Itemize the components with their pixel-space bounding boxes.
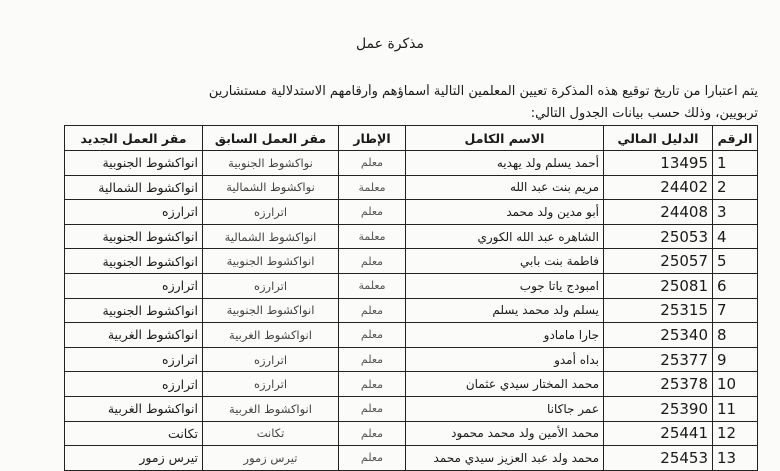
- cell-num: 2: [713, 175, 758, 200]
- table-row: [65, 273, 758, 298]
- cell-rank: معلم: [339, 249, 406, 274]
- table-row: [65, 396, 758, 421]
- cell-num: 12: [713, 421, 758, 446]
- cell-full-name: أبو مدين ولد محمد: [406, 200, 604, 225]
- cell-financial-id: 13495: [604, 151, 713, 176]
- cell-num: 3: [713, 200, 758, 225]
- table-row: [65, 151, 758, 176]
- cell-new-workplace: انواكشوط الجنوبية: [65, 298, 203, 323]
- cell-financial-id: 25340: [604, 323, 713, 348]
- cell-financial-id: 25378: [604, 372, 713, 397]
- cell-financial-id: 25057: [604, 249, 713, 274]
- table-row: [65, 224, 758, 249]
- cell-full-name: فاطمة بنت بابي: [406, 249, 604, 274]
- cell-rank: معلم: [339, 151, 406, 176]
- cell-new-workplace: انواكشوط الغربية: [65, 396, 203, 421]
- cell-financial-id: 25377: [604, 347, 713, 372]
- cell-num: 5: [713, 249, 758, 274]
- cell-financial-id: 25053: [604, 224, 713, 249]
- cell-financial-id: 25441: [604, 421, 713, 446]
- header-previous-workplace: مقر العمل السابق: [203, 126, 339, 151]
- cell-previous-workplace: انواكشوط الشمالية: [203, 224, 339, 249]
- table-row: [65, 200, 758, 225]
- cell-rank: معلم: [339, 421, 406, 446]
- cell-previous-workplace: اترارزه: [203, 200, 339, 225]
- cell-new-workplace: اترارزه: [65, 200, 203, 225]
- cell-rank: معلم: [339, 372, 406, 397]
- cell-full-name: محمد المختار سيدي عثمان: [406, 372, 604, 397]
- cell-full-name: امبودج ياتا جوب: [406, 273, 604, 298]
- cell-financial-id: 25453: [604, 446, 713, 471]
- cell-new-workplace: تيرس زمور: [65, 446, 203, 471]
- cell-rank: معلم: [339, 446, 406, 471]
- teachers-table: [64, 125, 758, 471]
- cell-financial-id: 25390: [604, 396, 713, 421]
- cell-new-workplace: انواكشوط الجنوبية: [65, 224, 203, 249]
- table-row: [65, 421, 758, 446]
- document-title: مذكرة عمل: [355, 36, 425, 52]
- cell-full-name: الشاهره عبد الله الكوري: [406, 224, 604, 249]
- intro-text-line-2: تربويين، وذلك حسب بيانات الجدول التالي:: [530, 106, 758, 121]
- cell-previous-workplace: نواكشوط الجنوبية: [203, 151, 339, 176]
- cell-previous-workplace: نواكشوط الشمالية: [203, 175, 339, 200]
- cell-num: 11: [713, 396, 758, 421]
- table-row: [65, 372, 758, 397]
- cell-full-name: عمر جاكانا: [406, 396, 604, 421]
- cell-num: 6: [713, 273, 758, 298]
- table-header-row: [65, 126, 758, 151]
- cell-previous-workplace: انواكشوط الغربية: [203, 396, 339, 421]
- cell-new-workplace: انواكشوط الجنوبية: [65, 249, 203, 274]
- cell-num: 8: [713, 323, 758, 348]
- table-row: [65, 323, 758, 348]
- cell-new-workplace: تكانت: [65, 421, 203, 446]
- cell-previous-workplace: انواكشوط الغربية: [203, 323, 339, 348]
- cell-full-name: جارا مامادو: [406, 323, 604, 348]
- cell-new-workplace: اترارزه: [65, 347, 203, 372]
- cell-new-workplace: انواكشوط الجنوبية: [65, 151, 203, 176]
- cell-previous-workplace: انواكشوط الجنوبية: [203, 298, 339, 323]
- cell-new-workplace: انواكشوط الشمالية: [65, 175, 203, 200]
- cell-num: 10: [713, 372, 758, 397]
- cell-new-workplace: انواكشوط الغربية: [65, 323, 203, 348]
- cell-previous-workplace: اترارزه: [203, 372, 339, 397]
- cell-full-name: بداه أمدو: [406, 347, 604, 372]
- cell-rank: معلمة: [339, 273, 406, 298]
- header-rank: الإطار: [339, 126, 406, 151]
- table-row: [65, 347, 758, 372]
- table-row: [65, 249, 758, 274]
- cell-full-name: محمد ولد عبد العزيز سيدي محمد: [406, 446, 604, 471]
- cell-previous-workplace: تكانت: [203, 421, 339, 446]
- header-num: الرقم: [713, 126, 758, 151]
- header-new-workplace: مقر العمل الجديد: [65, 126, 203, 151]
- table-row: [65, 298, 758, 323]
- cell-financial-id: 25315: [604, 298, 713, 323]
- cell-rank: معلمة: [339, 175, 406, 200]
- cell-financial-id: 24402: [604, 175, 713, 200]
- cell-new-workplace: اترارزه: [65, 372, 203, 397]
- cell-full-name: مريم بنت عبد الله: [406, 175, 604, 200]
- header-financial-id: الدليل المالي: [604, 126, 713, 151]
- cell-previous-workplace: اترارزه: [203, 347, 339, 372]
- cell-previous-workplace: انواكشوط الجنوبية: [203, 249, 339, 274]
- cell-rank: معلم: [339, 347, 406, 372]
- cell-previous-workplace: اترارزه: [203, 273, 339, 298]
- cell-previous-workplace: تيرس زمور: [203, 446, 339, 471]
- header-full-name: الاسم الكامل: [406, 126, 604, 151]
- cell-num: 4: [713, 224, 758, 249]
- cell-full-name: محمد الأمين ولد محمد محمود: [406, 421, 604, 446]
- cell-num: 1: [713, 151, 758, 176]
- cell-full-name: يسلم ولد محمد يسلم: [406, 298, 604, 323]
- cell-rank: معلم: [339, 298, 406, 323]
- cell-rank: معلم: [339, 200, 406, 225]
- cell-num: 7: [713, 298, 758, 323]
- cell-num: 9: [713, 347, 758, 372]
- cell-num: 13: [713, 446, 758, 471]
- table-row: [65, 175, 758, 200]
- cell-full-name: أحمد يسلم ولد يهديه: [406, 151, 604, 176]
- cell-rank: معلمة: [339, 224, 406, 249]
- cell-financial-id: 24408: [604, 200, 713, 225]
- cell-new-workplace: اترارزه: [65, 273, 203, 298]
- cell-rank: معلم: [339, 396, 406, 421]
- cell-rank: معلم: [339, 323, 406, 348]
- table-row: [65, 446, 758, 471]
- intro-text-line-1: يتم اعتبارا من تاريخ توقيع هذه المذكرة تعيين المعلمين التالية أسماؤهم وأرقامهم الاستدلالية مستشارين: [208, 84, 758, 99]
- cell-financial-id: 25081: [604, 273, 713, 298]
